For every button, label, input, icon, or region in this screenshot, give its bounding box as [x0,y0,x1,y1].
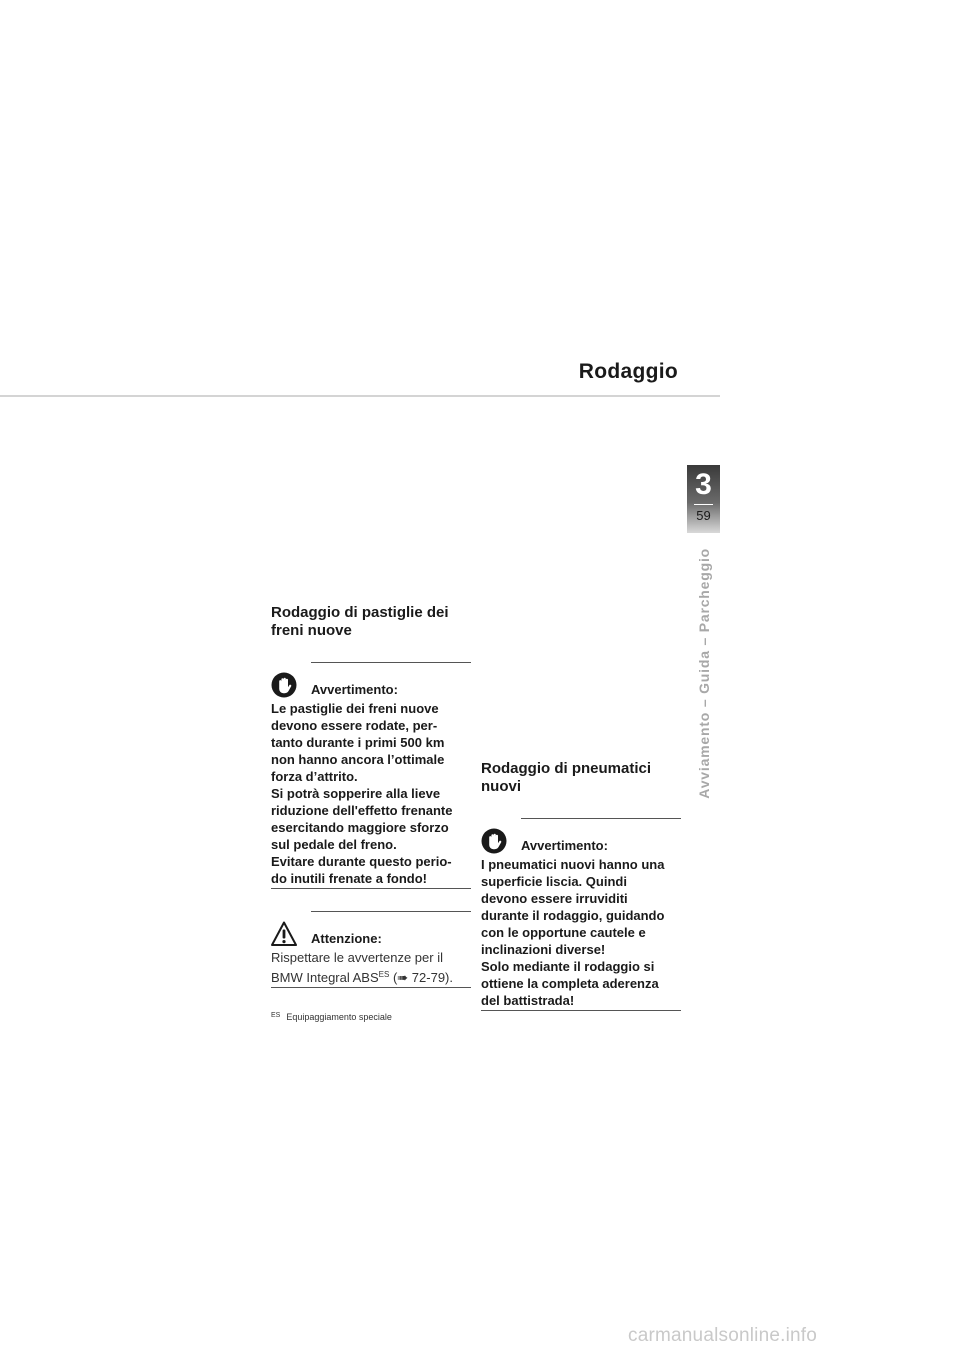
warning-line: non hanno ancora l’ottimale [271,752,445,767]
notice-top-rule [311,662,471,663]
watermark: carmanualsonline.info [628,1325,818,1346]
notice-top-rule [311,911,471,912]
warning-line: Solo mediante il rodaggio si [481,959,655,974]
section-title-brake-pads: Rodaggio di pastiglie dei freni nuove [271,604,449,639]
chapter-number: 3 [695,468,712,501]
warning-line: do inutili frenate a fondo! [271,871,427,886]
warning-line: del battistrada! [481,993,575,1008]
warning-line: inclinazioni diverse! [481,942,606,957]
warning-line: forza d’attrito. [271,769,358,784]
warning-line: Evitare durante questo perio- [271,854,452,869]
page-number: 59 [696,508,711,523]
warning-label: Avvertimento: [311,682,398,697]
abs-text: BMW Integral ABS [271,970,379,985]
ref-open: ( [389,970,398,985]
chapter-tab-divider [694,504,713,505]
warning-line: tanto durante i primi 500 km [271,735,445,750]
warning-line: superficie liscia. Quindi [481,874,627,889]
warning-line: durante il rodaggio, guidando [481,908,665,923]
footnote [271,1010,471,1023]
footnote-mark: ES [271,1012,281,1019]
warning-line: ottiene la completa aderenza [481,976,659,991]
hand-stop-icon [271,672,297,698]
side-chapter-text: Avviamento – Guida – Parcheggio [696,548,712,799]
section-title-tyres: Rodaggio di pneumatici nuovi [481,760,652,795]
warning-text-brakes [271,700,471,889]
right-column [481,760,681,1011]
chapter-tab [687,465,720,533]
warning-line: sul pedale del freno. [271,837,397,852]
left-column [271,604,471,1023]
warning-line: esercitando maggiore sforzo [271,820,449,835]
warning-line: devono essere rodate, per- [271,718,438,733]
caution-line: Rispettare le avvertenze per il [271,950,443,965]
warning-triangle-icon [271,921,297,947]
warning-line: Si potrà sopperire alla lieve [271,786,441,801]
warning-label: Avvertimento: [521,838,608,853]
page-ref-arrow-icon: ➠ [397,970,409,985]
warning-line: riduzione dell'effetto frenante [271,803,453,818]
page-ref[interactable]: 72-79). [408,970,453,985]
notice-top-rule [521,818,681,819]
caution-line [271,966,471,986]
caution-label: Attenzione: [311,931,382,946]
page-title: Rodaggio [578,360,678,383]
footnote-text: Equipaggiamento speciale [286,1012,392,1022]
caution-text-abs [271,949,471,988]
warning-line: Le pastiglie dei freni nuove [271,701,439,716]
warning-line: devono essere irruviditi [481,891,628,906]
warning-notice-brakes [271,662,471,889]
special-equipment-mark: ES [378,970,390,979]
warning-text-tyres [481,856,681,1011]
header-divider [0,395,720,397]
caution-notice-abs [271,911,471,988]
warning-notice-tyres [481,818,681,1011]
hand-stop-icon [481,828,507,854]
warning-line: con le opportune cautele e [481,925,646,940]
warning-line: I pneumatici nuovi hanno una [481,857,665,872]
